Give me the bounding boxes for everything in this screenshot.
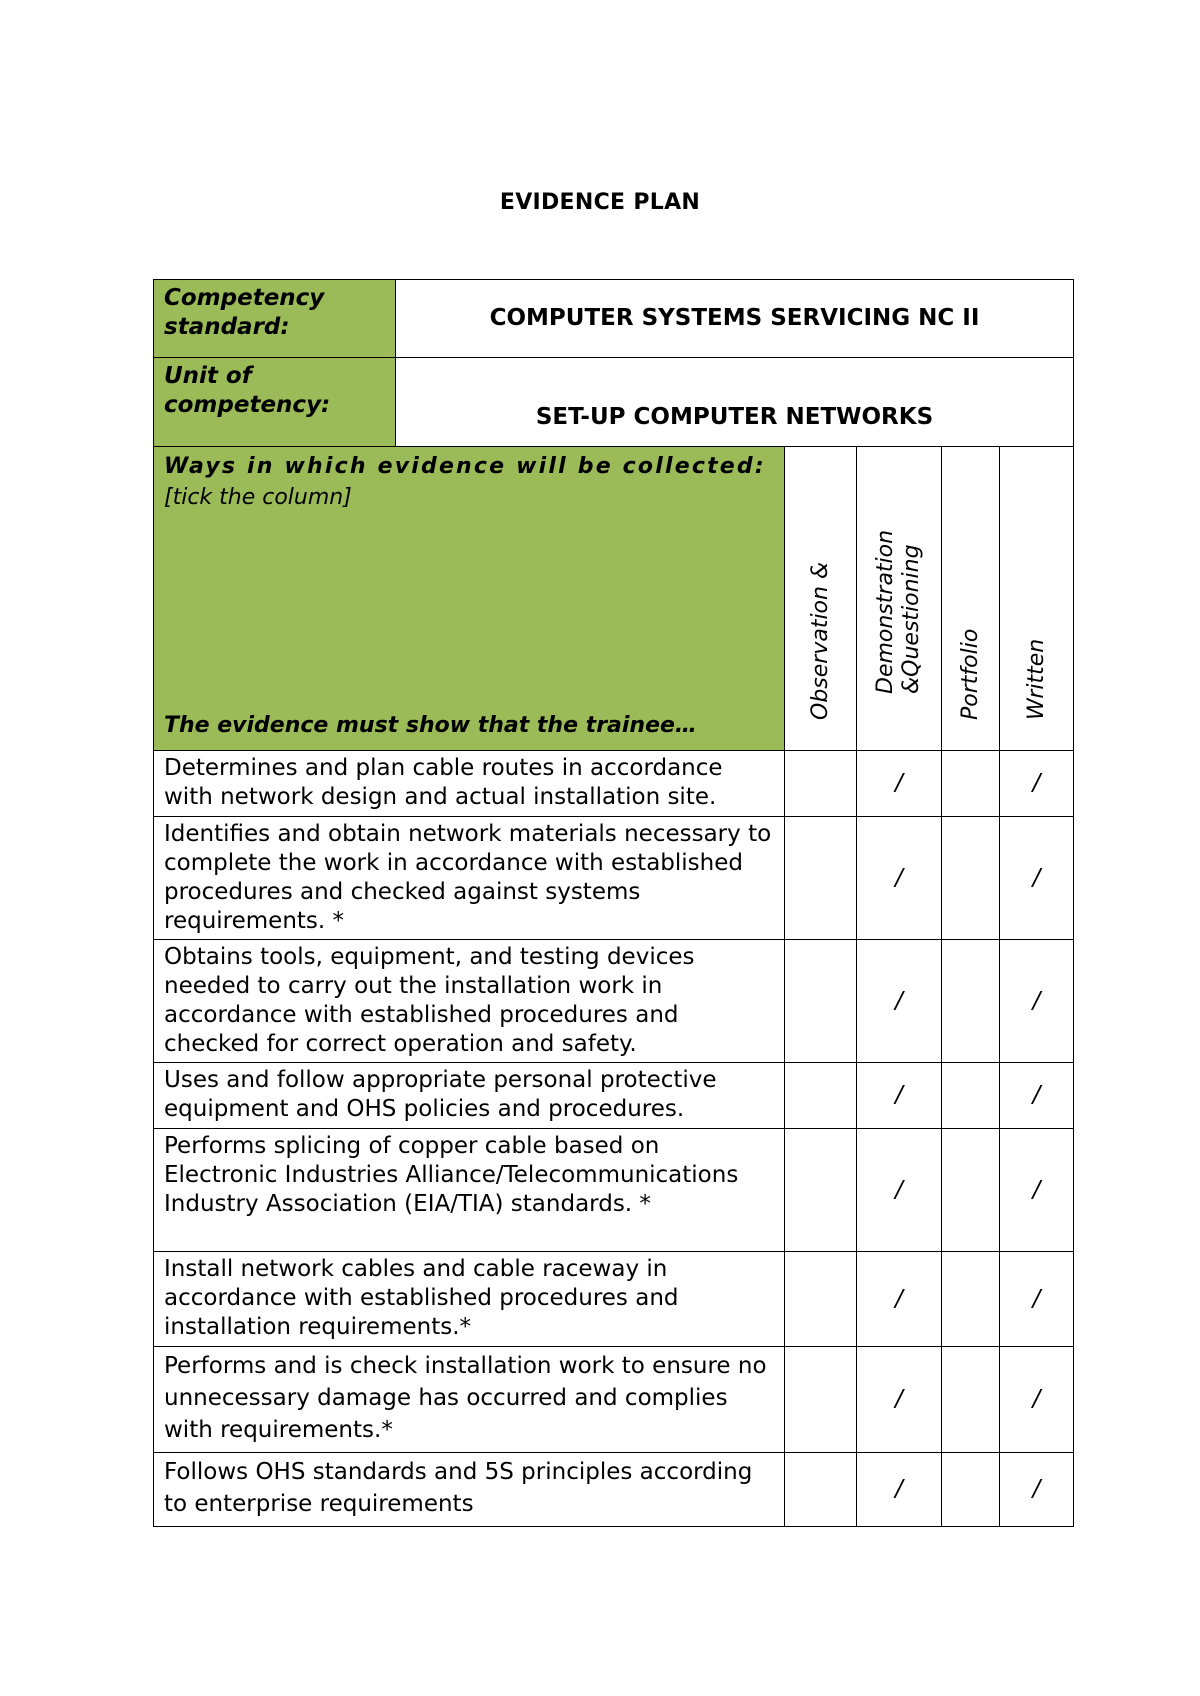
tick-mark	[942, 1252, 1000, 1347]
criteria-text: Determines and plan cable routes in accordance with network design and actual installation site.	[154, 751, 785, 817]
tick-mark: /	[857, 1063, 942, 1129]
tick-mark	[785, 940, 857, 1063]
tick-mark	[785, 751, 857, 817]
tick-mark: /	[857, 817, 942, 940]
unit-of-competency-row	[154, 358, 1074, 447]
tick-mark	[942, 817, 1000, 940]
evidence-plan-table	[153, 279, 1074, 1527]
criteria-row	[154, 1347, 1074, 1453]
criteria-text: Obtains tools, equipment, and testing devices needed to carry out the installation work in accordance with established procedures and checked for correct operation and safety.	[154, 940, 785, 1063]
tick-mark: /	[1000, 940, 1074, 1063]
tick-mark: /	[1000, 1453, 1074, 1527]
criteria-row	[154, 1129, 1074, 1252]
criteria-row	[154, 1063, 1074, 1129]
competency-standard-label: Competency standard:	[154, 280, 396, 358]
tick-mark: /	[857, 1453, 942, 1527]
tick-mark: /	[1000, 1063, 1074, 1129]
tick-mark	[942, 1453, 1000, 1527]
criteria-text: Install network cables and cable raceway in accordance with established procedures and installation requirements.*	[154, 1252, 785, 1347]
unit-of-competency-value: SET-UP COMPUTER NETWORKS	[396, 358, 1074, 447]
method-header-demonstration	[857, 447, 942, 751]
tick-mark	[785, 1129, 857, 1252]
criteria-row	[154, 940, 1074, 1063]
evidence-collection-header	[154, 447, 785, 751]
criteria-text: Follows OHS standards and 5S principles according to enterprise requirements	[154, 1453, 785, 1527]
unit-of-competency-label: Unit of competency:	[154, 358, 396, 447]
evidence-intro: The evidence must show that the trainee…	[164, 713, 697, 738]
criteria-text: Performs splicing of copper cable based on Electronic Industries Alliance/Telecommunications Industry Association (EIA/TIA) standards. *	[154, 1129, 785, 1252]
criteria-row	[154, 1252, 1074, 1347]
method-label: Demonstration &Questioning	[873, 529, 924, 694]
tick-mark: /	[1000, 751, 1074, 817]
tick-mark: /	[1000, 1252, 1074, 1347]
tick-mark: /	[857, 751, 942, 817]
method-header-written	[1000, 447, 1074, 751]
tick-mark	[942, 751, 1000, 817]
document-title: EVIDENCE PLAN	[499, 190, 701, 215]
criteria-text: Identifies and obtain network materials necessary to complete the work in accordance with established procedures and checked against systems requirements. *	[154, 817, 785, 940]
tick-mark: /	[857, 940, 942, 1063]
criteria-text: Uses and follow appropriate personal protective equipment and OHS policies and procedures.	[154, 1063, 785, 1129]
tick-mark: /	[1000, 1129, 1074, 1252]
tick-mark	[785, 1347, 857, 1453]
tick-mark	[942, 940, 1000, 1063]
tick-mark	[785, 1063, 857, 1129]
method-label: Observation &	[807, 561, 833, 720]
tick-mark	[942, 1063, 1000, 1129]
criteria-row	[154, 751, 1074, 817]
competency-standard-value: COMPUTER SYSTEMS SERVICING NC II	[396, 280, 1074, 358]
method-header-portfolio	[942, 447, 1000, 751]
evidence-methods-header-row	[154, 447, 1074, 751]
tick-mark	[785, 1453, 857, 1527]
method-header-observation	[785, 447, 857, 751]
method-label: Portfolio	[957, 628, 983, 720]
method-label: Written	[1023, 638, 1049, 720]
tick-mark: /	[857, 1129, 942, 1252]
tick-mark	[942, 1129, 1000, 1252]
competency-standard-row	[154, 280, 1074, 358]
criteria-row	[154, 817, 1074, 940]
tick-mark: /	[1000, 1347, 1074, 1453]
tick-mark: /	[857, 1347, 942, 1453]
tick-mark	[942, 1347, 1000, 1453]
criteria-text: Performs and is check installation work to ensure no unnecessary damage has occurred and complies with requirements.*	[154, 1347, 785, 1453]
tick-mark	[785, 1252, 857, 1347]
tick-instruction: [tick the column]	[164, 485, 352, 510]
tick-mark: /	[857, 1252, 942, 1347]
tick-mark	[785, 817, 857, 940]
tick-mark: /	[1000, 817, 1074, 940]
ways-heading: Ways in which evidence will be collected:	[164, 454, 766, 479]
criteria-row	[154, 1453, 1074, 1527]
